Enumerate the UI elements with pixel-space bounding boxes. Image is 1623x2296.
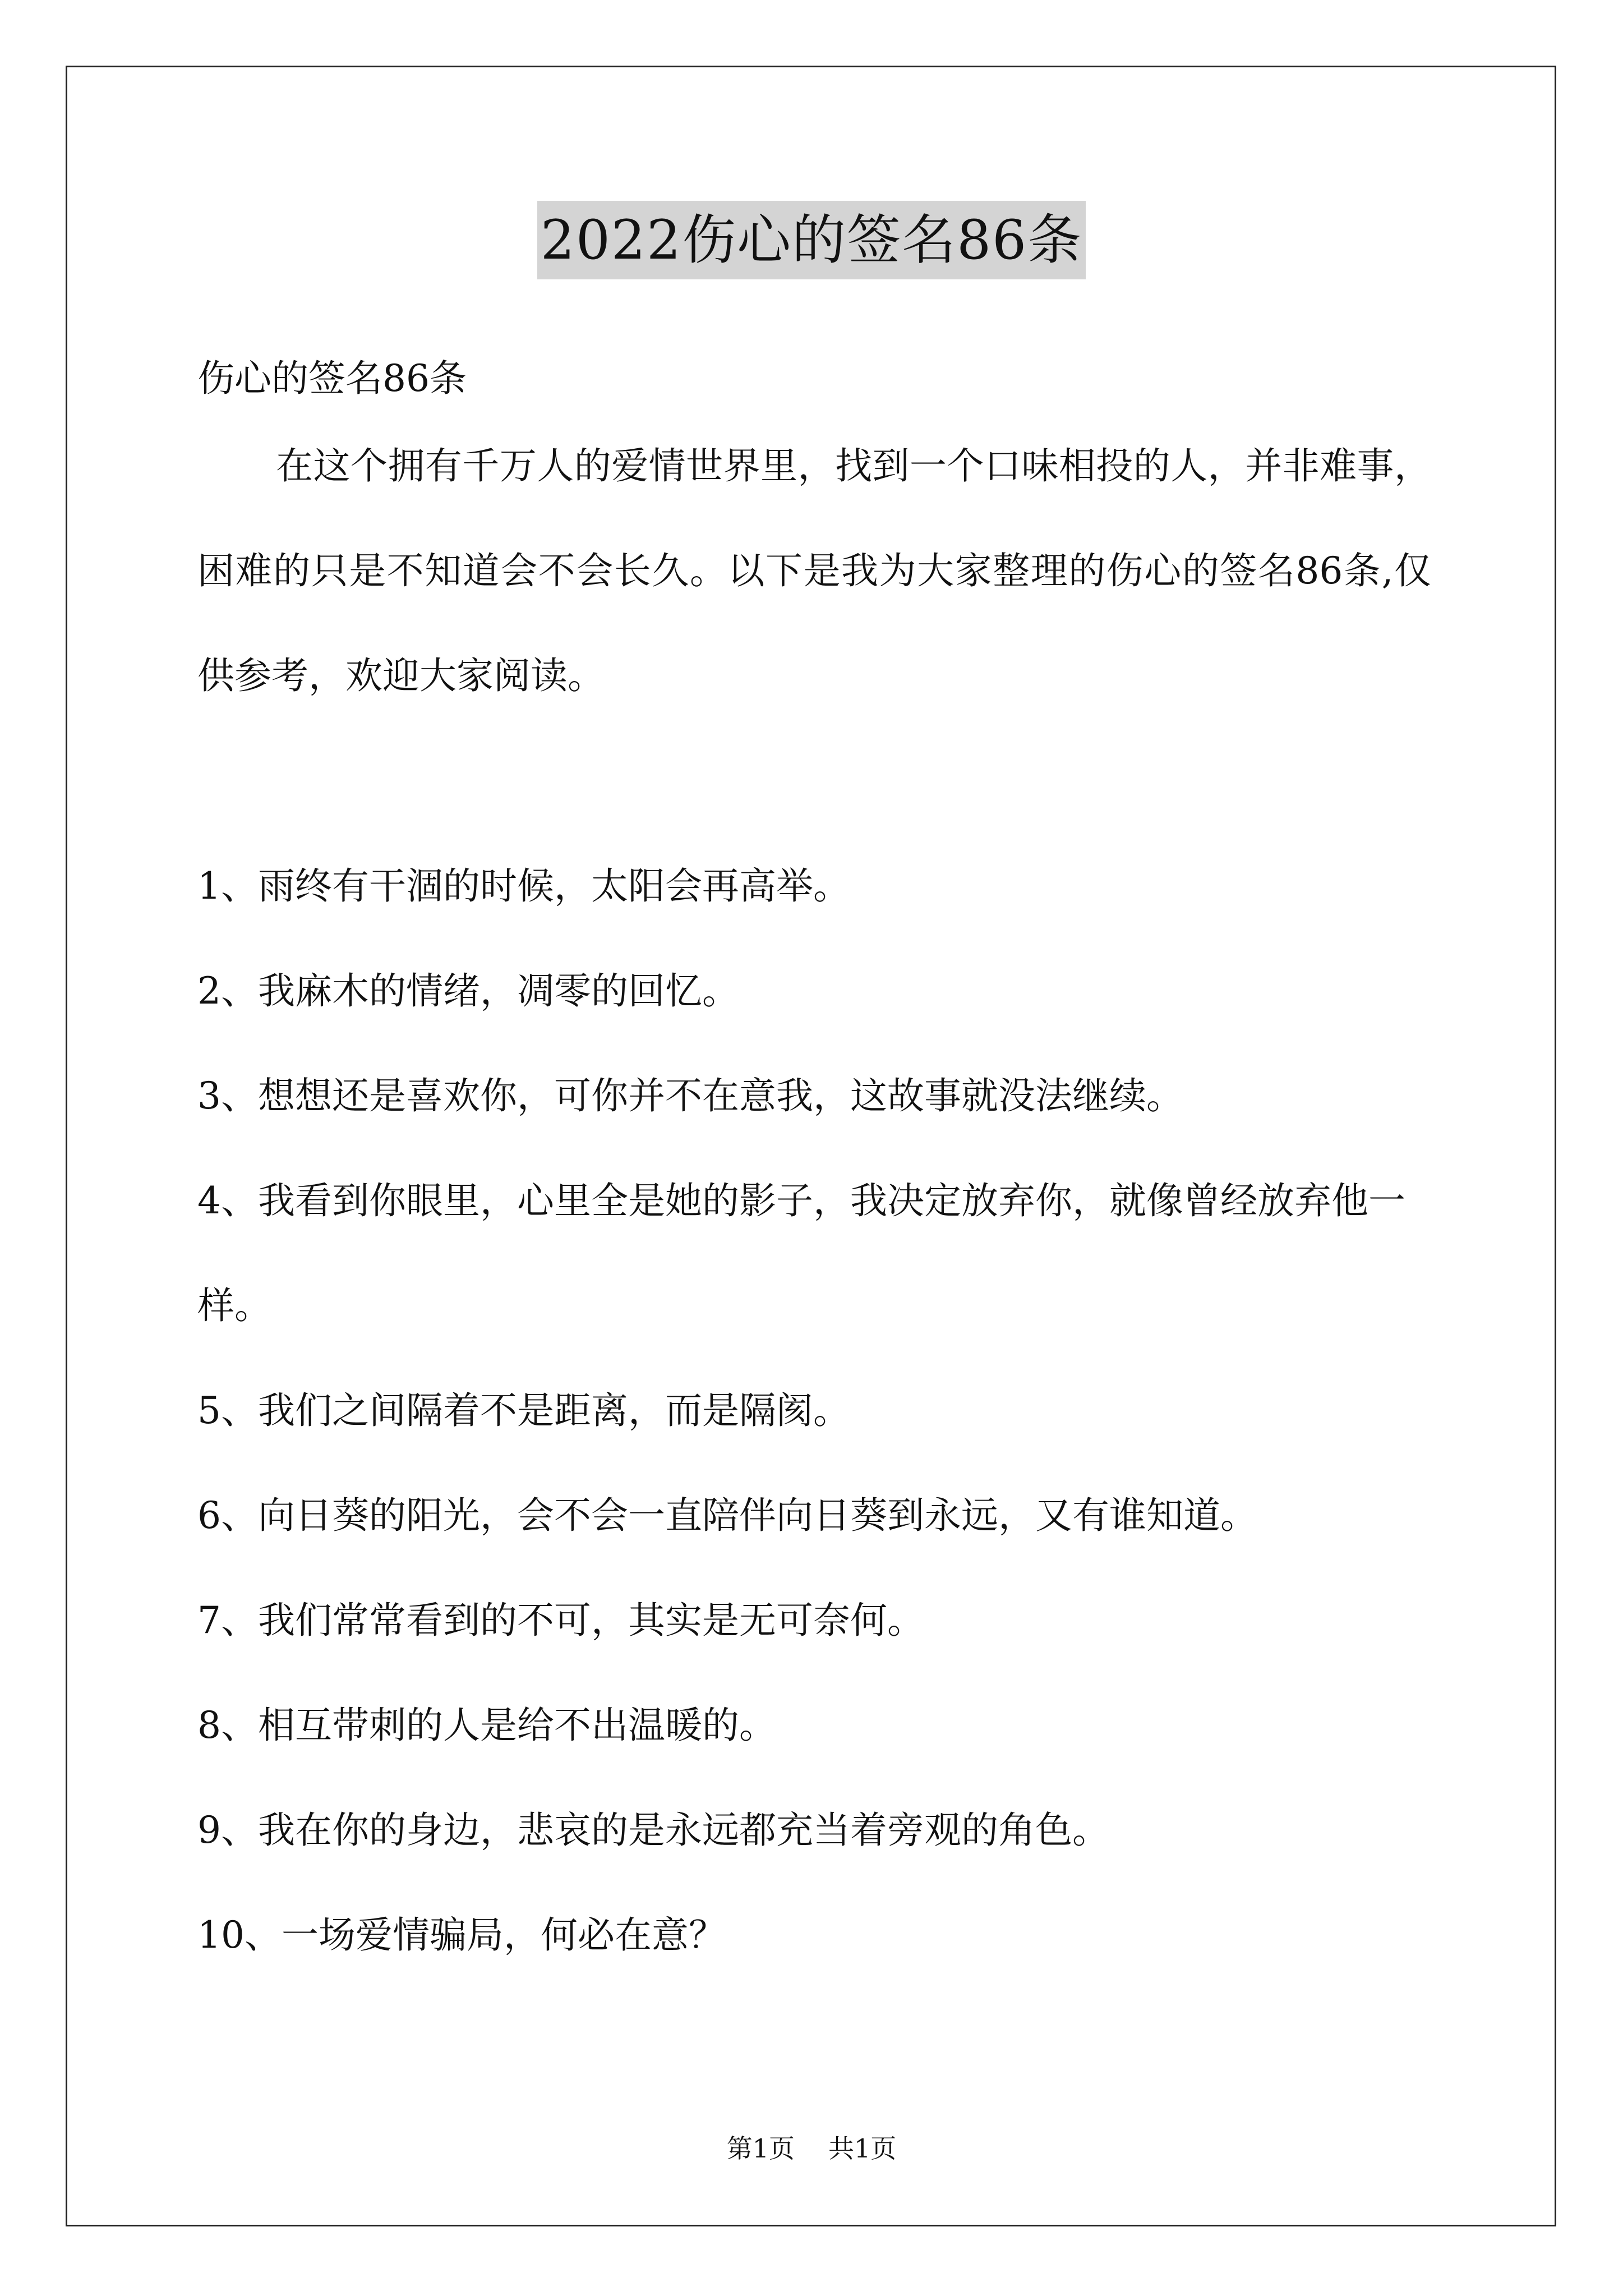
document-title: 2022伤心的签名86条 <box>537 201 1086 279</box>
signature-list <box>197 834 1431 1987</box>
page-current: 第1页 <box>726 2133 795 2164</box>
document-subtitle: 伤心的签名86条 <box>197 357 467 400</box>
list-item: 4、我看到你眼里，心里全是她的影子，我决定放弃你，就像曾经放弃他一样。 <box>197 1179 1405 1327</box>
page-footer <box>0 2132 1623 2165</box>
list-item: 2、我麻木的情绪，凋零的回忆。 <box>197 969 739 1013</box>
page-total: 共1页 <box>828 2133 897 2164</box>
list-item: 6、向日葵的阳光，会不会一直陪伴向日葵到永远，又有谁知道。 <box>197 1494 1257 1537</box>
list-item: 9、我在你的身边，悲哀的是永远都充当着旁观的角色。 <box>197 1809 1109 1852</box>
list-item: 5、我们之间隔着不是距离，而是隔阂。 <box>197 1389 850 1432</box>
list-item: 10、一场爱情骗局，何必在意？ <box>197 1913 726 1957</box>
list-item: 8、相互带刺的人是给不出温暖的。 <box>197 1704 776 1747</box>
list-item: 1、雨终有干涸的时候，太阳会再高举。 <box>197 864 850 908</box>
document-body <box>197 343 1431 1987</box>
title-wrap <box>0 201 1623 279</box>
list-item: 7、我们常常看到的不可，其实是无可奈何。 <box>197 1599 924 1642</box>
intro-paragraph: 在这个拥有千万人的爱情世界里，找到一个口味相投的人，并非难事，困难的只是不知道会不会长久。以下是我为大家整理的伤心的签名86条,仅供参考，欢迎大家阅读。 <box>197 444 1431 697</box>
list-item: 3、想想还是喜欢你，可你并不在意我，这故事就没法继续。 <box>197 1074 1183 1117</box>
